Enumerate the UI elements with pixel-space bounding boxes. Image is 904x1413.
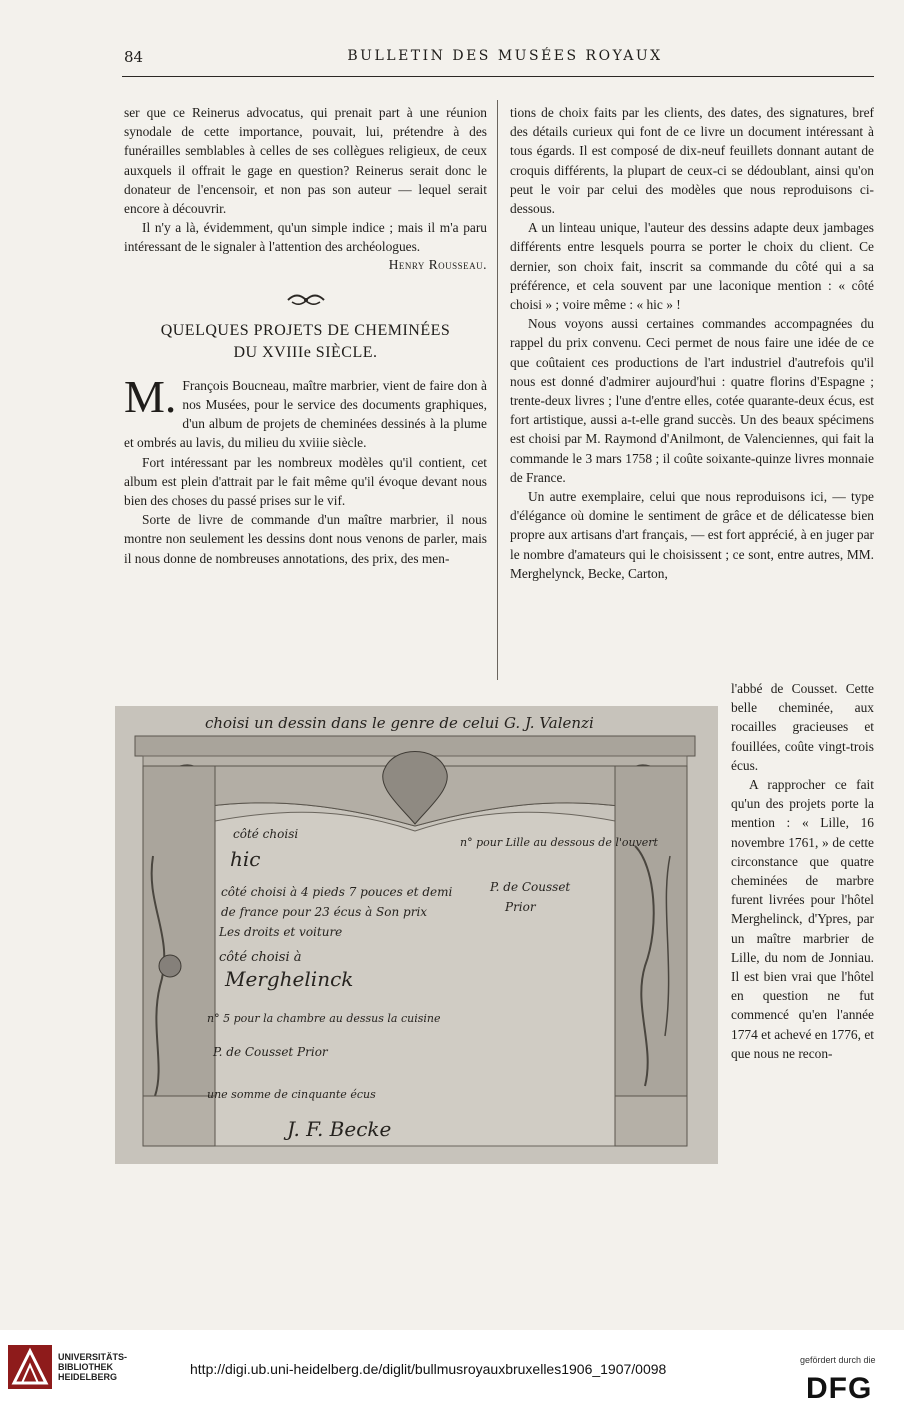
running-head: BULLETIN DES MUSÉES ROYAUX	[347, 48, 663, 64]
handwriting-line: côté choisi à 4 pieds 7 pouces et demi	[221, 885, 453, 899]
handwriting-line: Merghelinck	[225, 967, 354, 991]
paragraph: Nous voyons aussi certaines commandes accompagnées du rappel du prix convenu. Ceci permet de nous faire une idée de ce que coûtaient ces productions de l'art industriel d'autrefois qu'il nous est donné d'admirer aujourd'hui : quatre florins d'Espagne ; trente-deux livres ; l'une d'entre elles, cotée quarante-deux écus, est fort artistique, aussi a-t-elle grand succès. Un des beaux spécimens est choisi par M. Raymond d'Anilmont, de Valenciennes, qui fait la commande le 3 mars 1758 ; il coûte soixante-quinze livres monnaie de France.	[510, 316, 874, 485]
paragraph: A un linteau unique, l'auteur des dessins adapte deux jambages différents entre lesquels pourra se porter le choix du client. Ce dernier, son choix fait, inscrit sa commande du côté qui a sa préférence, et cela souvent par une laconique mention : « côté choisi » ; voire même : « hic » !	[510, 220, 874, 313]
library-name-line: BIBLIOTHEK	[58, 1362, 113, 1372]
ornament-icon	[124, 294, 487, 306]
article-title: QUELQUES PROJETS DE CHEMINÉES	[160, 321, 451, 339]
source-url[interactable]: http://digi.ub.uni-heidelberg.de/diglit/bullmusroyauxbruxelles1906_1907/0098	[190, 1361, 667, 1377]
library-name-line: HEIDELBERG	[58, 1372, 118, 1382]
library-logo	[8, 1345, 127, 1389]
handwriting-line: n° 5 pour la chambre au dessus la cuisine	[207, 1012, 441, 1025]
paragraph: Un autre exemplaire, celui que nous reproduisons ici, — type d'élégance où domine le sentiment de grâce et de délicatesse bien propre aux artisans d'art français, — est fort apprécié, à en juger par le nombre d'amateurs qui le choisissent ; ce sont, entre autres, MM. Merghelynck, Becke, Carton,	[510, 489, 874, 581]
left-column	[124, 103, 487, 568]
paragraph: François Boucneau, maître marbrier, vient de faire don à nos Musées, pour le service des documents graphiques, d'un album de projets de cheminées dessinés à la plume et ombrés au lavis, du milieu du xviiie siècle.	[124, 377, 487, 451]
paragraph: Il n'y a là, évidemment, qu'un simple indice ; mais il m'a paru intéressant de le signaler à l'attention des archéologues.	[124, 220, 487, 255]
right-column	[510, 103, 874, 583]
paragraph: A rapprocher ce fait qu'un des projets porte la mention : « Lille, 16 novembre 1761, » de cette circonstance que quatre cheminées de marbre furent livrées pour l'hôtel Merghelinck, d'Ypres, par un maître marbrier de Lille, du nom de Jonniau. Il est bien vrai que l'hôtel en question ne fut commencé qu'en l'année 1774 et achevé en 1776, et que nous ne recon-	[731, 777, 874, 1061]
header-rule	[122, 76, 874, 77]
fireplace-drawing-figure	[115, 706, 718, 1164]
handwriting-line: P. de Cousset	[490, 880, 571, 894]
paragraph: Fort intéressant par les nombreux modèles qu'il contient, cet album est plein d'attrait par le fait même qu'il évoque devant nous bien des choses du passé prises sur le vif.	[124, 454, 487, 509]
library-seal-icon	[8, 1345, 52, 1389]
handwriting-line: J. F. Becke	[287, 1117, 392, 1141]
paragraph: l'abbé de Cousset. Cette belle cheminée, aux rocailles gracieuses et fouillées, coûte vingt-trois écus.	[731, 681, 874, 773]
paragraph: tions de choix faits par les clients, des dates, des signatures, bref des détails curieux qui font de ce livre un document intéressant à tous égards. Il est composé de dix-neuf feuillets donnant autant de croquis différents, la plupart de ceux-ci se dédoublant, ainsi qu'on peut le voir par celui des modèles que nous reproduisons ci-dessous.	[510, 105, 874, 217]
handwriting-line: Prior	[505, 900, 536, 914]
handwriting-line: n° pour Lille au dessous de l'ouvert	[460, 836, 658, 849]
drop-cap: M.	[124, 370, 177, 422]
dfg-logo: DFG	[806, 1372, 873, 1405]
handwriting-line: choisi un dessin dans le genre de celui G. J. Valenzi	[205, 714, 594, 732]
narrow-column	[731, 679, 874, 1063]
paragraph: ser que ce Reinerus advocatus, qui prenait part à une réunion synodale de cette importance, pouvait, lui, prétendre à des funérailles semblables à celles de ses collègues religieux, de ceux auxquels il offrait le gage en question? Reinerus serait donc le donateur de l'encensoir, et non pas son auteur — lequel serait encore à découvrir.	[124, 105, 487, 217]
handwriting-line: côté choisi	[233, 827, 299, 841]
column-rule	[497, 100, 498, 680]
article-subtitle: DU XVIIIe SIÈCLE.	[233, 343, 378, 361]
funding-note: gefördert durch die	[800, 1355, 876, 1365]
handwriting-line: une somme de cinquante écus	[207, 1088, 376, 1101]
handwriting-line: hic	[230, 847, 261, 871]
handwriting-line: côté choisi à	[219, 950, 302, 965]
handwriting-line: P. de Cousset Prior	[213, 1045, 328, 1059]
page-number: 84	[124, 48, 144, 66]
library-name-line: UNIVERSITÄTS-	[58, 1352, 128, 1362]
handwriting-line: de france pour 23 écus à Son prix	[221, 905, 428, 919]
paragraph: Sorte de livre de commande d'un maître marbrier, il nous montre non seulement les dessins dont nous venons de parler, mais il nous donne de nombreuses annotations, des prix, des men-	[124, 512, 487, 566]
author-signature: Henry Rousseau.	[388, 256, 487, 272]
handwriting-line: Les droits et voiture	[219, 925, 343, 939]
